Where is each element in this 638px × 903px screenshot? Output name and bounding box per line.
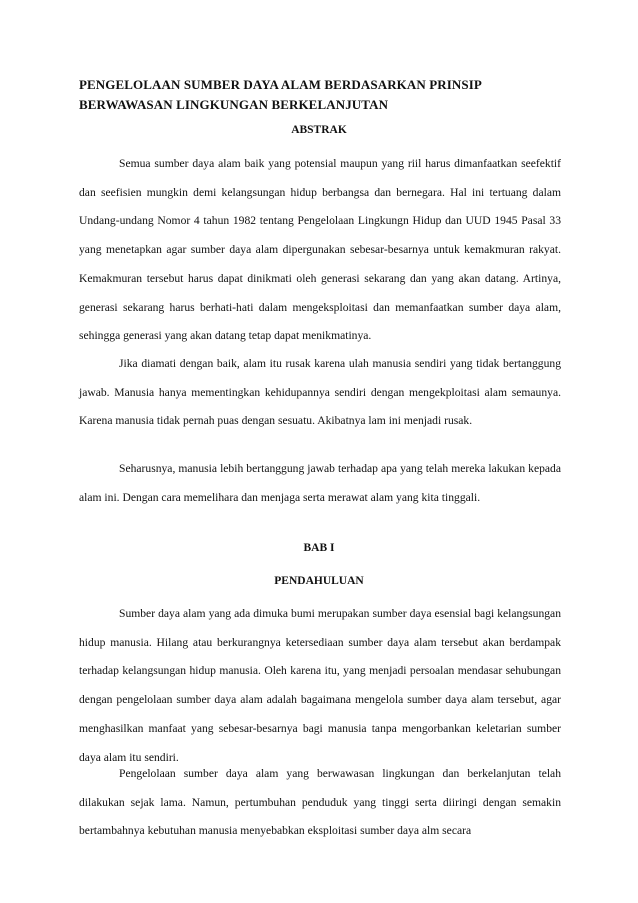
chapter-paragraph-1: Sumber daya alam yang ada dimuka bumi merupakan sumber daya esensial bagi kelangsungan hidup manusia. Hilang atau berkurangnya ketersediaan sumber daya alam tersebut akan berdampak terhadap kelangsungan hidup manusia. Oleh karena itu, yang menjadi persoalan mendasar sehubungan dengan pengelolaan sumber daya alam adalah bagaimana mengelola sumber daya alam tersebut, agar menghasilkan manfaat yang sebesar-besarnya bagi manusia tanpa mengorbankan keletarian sumber daya alam itu sendiri. [79, 607, 561, 764]
chapter-paragraph-2: Pengelolaan sumber daya alam yang berwawasan lingkungan dan berkelanjutan telah dilakukan sejak lama. Namun, pertumbuhan penduduk yang tinggi serta diiringi dengan semakin bertambahnya kebutuhan manusia menyebabkan eksploitasi sumber daya alm secara [79, 767, 561, 838]
abstract-paragraph-1: Semua sumber daya alam baik yang potensial maupun yang riil harus dimanfaatkan seefektif dan seefisien mungkin demi kelangsungan hidup berbangsa dan bernegara. Hal ini tertuang dalam Undang-undang Nomor 4 tahun 1982 tentang Pengelolaan Lingkungn Hidup dan UUD 1945 Pasal 33 yang menetapkan agar sumber daya alam dipergunakan sebesar-besarnya untuk kemakmuran rakyat. Kemakmuran tersebut harus dapat dinikmati oleh generasi sekarang dan yang akan datang. Artinya, generasi sekarang harus berhati-hati dalam mengeksploitasi dan memanfaatkan sumber daya alam, sehingga generasi yang akan datang tetap dapat menikmatinya. [79, 157, 561, 343]
chapter-title: PENDAHULUAN [274, 575, 364, 587]
title-line-2: BERWAWASAN LINGKUNGAN BERKELANJUTAN [79, 97, 389, 112]
document-title [79, 75, 569, 115]
title-line-1: PENGELOLAAN SUMBER DAYA ALAM BERDASARKAN PRINSIP [79, 77, 482, 92]
chapter-heading: BAB I [303, 542, 335, 554]
abstract-heading: ABSTRAK [291, 124, 347, 136]
abstract-paragraph-2: Jika diamati dengan baik, alam itu rusak karena ulah manusia sendiri yang tidak bertanggung jawab. Manusia hanya mementingkan kehidupannya sendiri dengan mengekploitasi alam semaunya. Karena manusia tidak pernah puas dengan sesuatu. Akibatnya lam ini menjadi rusak. [79, 357, 561, 428]
abstract-paragraph-3: Seharusnya, manusia lebih bertanggung jawab terhadap apa yang telah mereka lakukan kepada alam ini. Dengan cara memelihara dan menjaga serta merawat alam yang kita tinggali. [79, 462, 561, 504]
